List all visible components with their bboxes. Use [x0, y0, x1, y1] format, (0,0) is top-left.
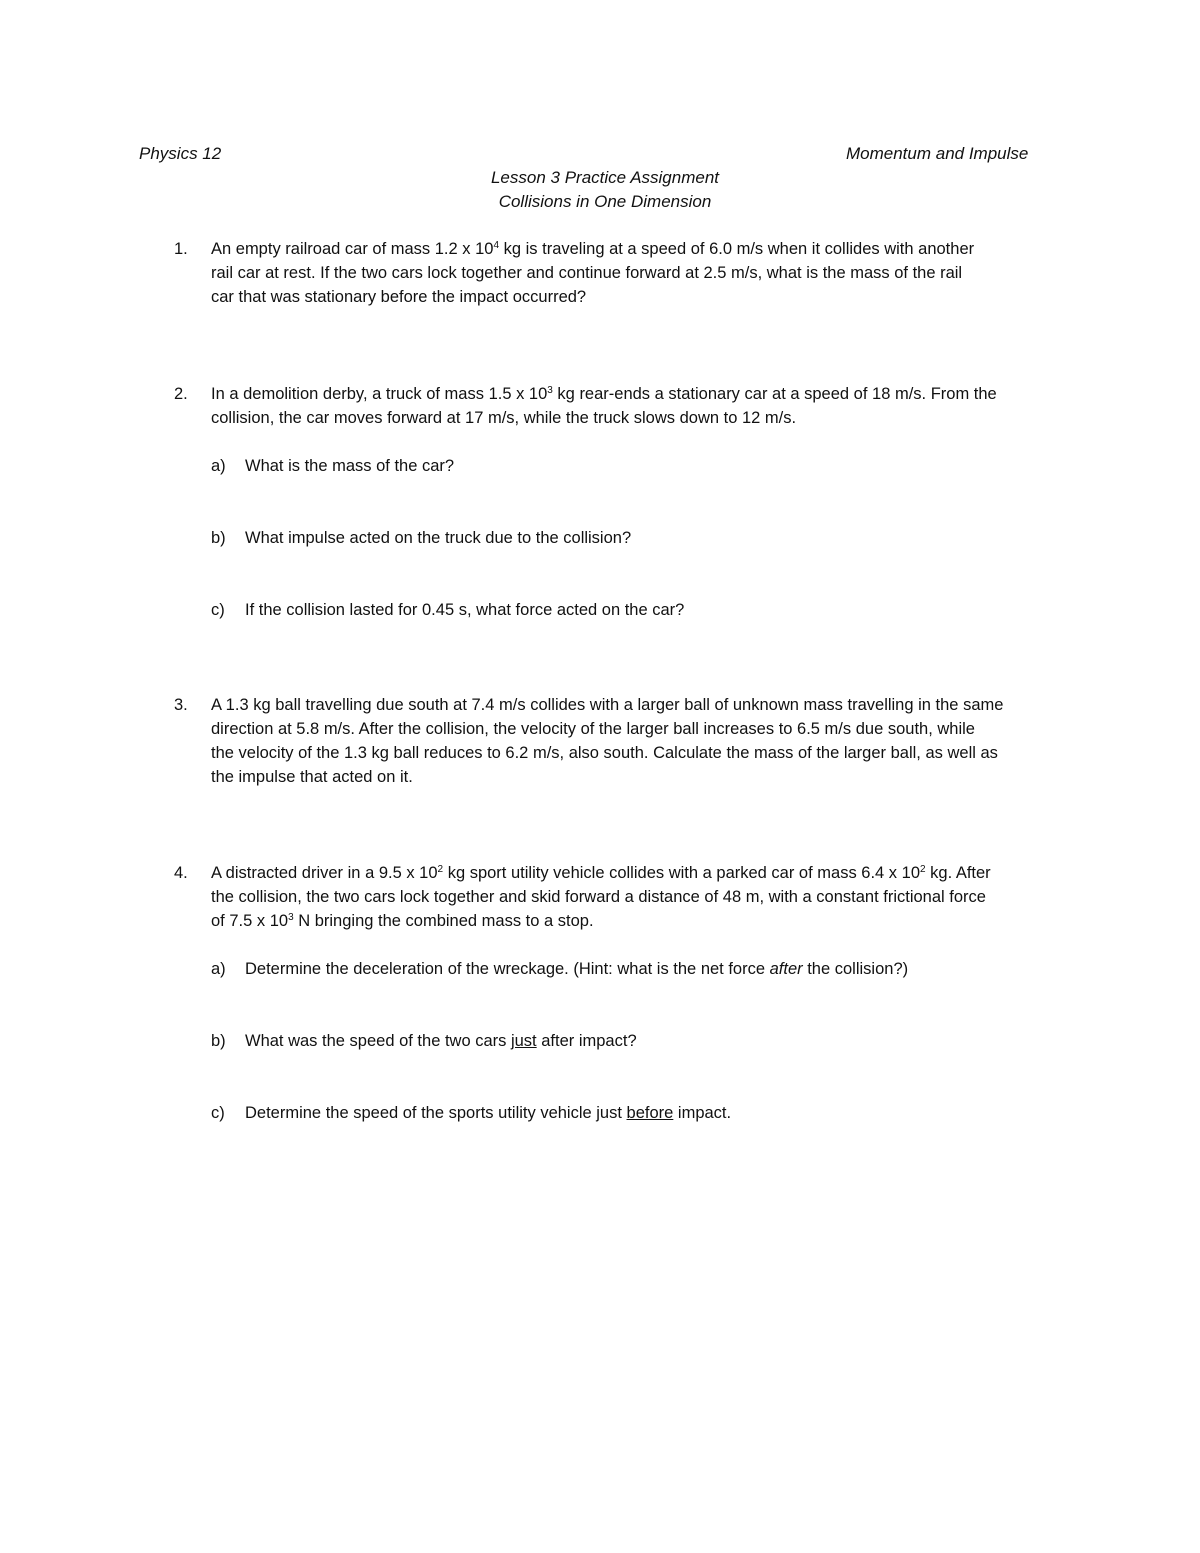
- q4-part-b-text: [245, 1029, 637, 1053]
- question-3-number: 3.: [174, 696, 188, 714]
- q1-line1-part-a: An empty railroad car of mass 1.2 x 10: [211, 240, 494, 258]
- question-4-text: [211, 861, 1091, 933]
- q4c-text-end: impact.: [673, 1104, 732, 1122]
- q4-part-b-label: b): [211, 1032, 226, 1050]
- question-1-line-2: rail car at rest. If the two cars lock together and continue forward at 2.5 m/s, what is the mass of the rail: [211, 264, 963, 282]
- q4-part-c-text: [245, 1101, 731, 1125]
- question-2-text: [211, 382, 1091, 430]
- q4-part-a-label: a): [211, 960, 226, 978]
- question-4-number: 4.: [174, 864, 188, 882]
- topic-title: Collisions in One Dimension: [498, 192, 712, 211]
- question-4-line-3: [211, 909, 1091, 933]
- q4a-text-start: Determine the deceleration of the wreckage. (Hint: what is the net force: [245, 960, 770, 978]
- q2-part-c-label: c): [211, 601, 225, 619]
- q4c-underlined: before: [626, 1104, 674, 1122]
- q4-exponent-2: 2: [920, 864, 926, 875]
- question-2-line-1: [211, 382, 1091, 406]
- q4-exponent-1: 2: [437, 864, 444, 875]
- question-3-line-2: direction at 5.8 m/s. After the collision, the velocity of the larger ball increases to 6.5 m/s due south, while: [211, 720, 975, 738]
- question-4-line-1: [211, 861, 1091, 885]
- question-2-number: 2.: [174, 385, 188, 403]
- question-2-line-2: collision, the car moves forward at 17 m/s, while the truck slows down to 12 m/s.: [211, 409, 797, 427]
- q4a-emphasis: after: [769, 960, 803, 978]
- q4-part-c-label: c): [211, 1104, 225, 1122]
- question-3-line-3: the velocity of the 1.3 kg ball reduces to 6.2 m/s, also south. Calculate the mass of the larger ball, as well as: [211, 744, 998, 762]
- question-1-line-3: car that was stationary before the impact occurred?: [211, 288, 587, 306]
- q2-line1-part-b: kg rear-ends a stationary car at a speed of 18 m/s. From the: [552, 385, 997, 403]
- q2-part-a-label: a): [211, 457, 226, 475]
- q4b-text-start: What was the speed of the two cars: [245, 1032, 511, 1050]
- q1-line1-part-b: kg is traveling at a speed of 6.0 m/s when it collides with another: [499, 240, 975, 258]
- q4b-text-end: after impact?: [536, 1032, 637, 1050]
- q2-part-a-text: What is the mass of the car?: [245, 457, 455, 475]
- lesson-title: Lesson 3 Practice Assignment: [490, 168, 720, 187]
- q4-part-a-text: [245, 957, 908, 981]
- q2-exponent: 3: [547, 385, 553, 396]
- q4-exponent-3: 3: [288, 912, 294, 923]
- q4-line3-part-b: N bringing the combined mass to a stop.: [293, 912, 594, 930]
- q2-part-c-text: If the collision lasted for 0.45 s, what force acted on the car?: [245, 601, 685, 619]
- q2-line1-part-a: In a demolition derby, a truck of mass 1.5 x 10: [211, 385, 548, 403]
- q4-line3-part-a: of 7.5 x 10: [211, 912, 289, 930]
- unit-name: Momentum and Impulse: [846, 144, 1029, 163]
- question-3-text: [211, 693, 1091, 789]
- question-1-number: 1.: [174, 240, 188, 258]
- q4c-text-start: Determine the speed of the sports utility vehicle just: [245, 1104, 627, 1122]
- question-3-line-1: A 1.3 kg ball travelling due south at 7.4 m/s collides with a larger ball of unknown mass travelling in the same: [211, 696, 1004, 714]
- q4b-underlined: just: [510, 1032, 537, 1050]
- q4-line1-part-a: A distracted driver in a 9.5 x 10: [211, 864, 438, 882]
- q2-part-b-label: b): [211, 529, 226, 547]
- question-4-line-2: the collision, the two cars lock together and skid forward a distance of 48 m, with a constant frictional force: [211, 888, 986, 906]
- q4-line1-part-c: kg. After: [925, 864, 991, 882]
- question-1-text: [211, 237, 1091, 309]
- q1-exponent: 4: [493, 240, 500, 251]
- q4a-text-end: the collision?): [802, 960, 909, 978]
- question-3-line-4: the impulse that acted on it.: [211, 768, 413, 786]
- q2-part-b-text: What impulse acted on the truck due to the collision?: [245, 529, 632, 547]
- q4-line1-part-b: kg sport utility vehicle collides with a parked car of mass 6.4 x 10: [443, 864, 920, 882]
- course-name: Physics 12: [139, 144, 222, 163]
- question-1-line-1: [211, 237, 1091, 261]
